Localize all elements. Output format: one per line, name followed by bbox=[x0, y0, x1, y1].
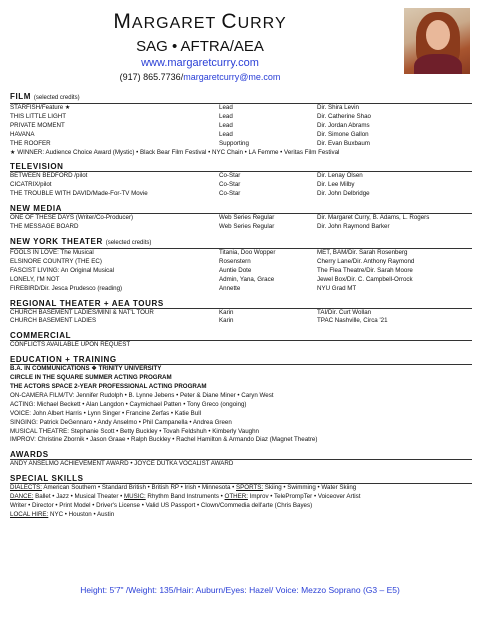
training-label: IMPROV: bbox=[10, 436, 36, 444]
resume-body bbox=[10, 92, 472, 520]
local-hire-label: LOCAL HIRE: bbox=[10, 511, 49, 518]
actors-space-line: THE ACTORS SPACE 2-YEAR PROFESSIONAL ACTING PROGRAM bbox=[10, 383, 207, 391]
section-title: SPECIAL SKILLS bbox=[10, 474, 472, 484]
credit-project: BETWEEN BEDFORD /pilot bbox=[10, 172, 88, 180]
training-line bbox=[10, 436, 472, 445]
credit-row bbox=[10, 131, 472, 140]
credit-director: Dir. John Delbridge bbox=[317, 190, 370, 198]
credit-director: Dir. Evan Buxbaum bbox=[317, 139, 370, 147]
dance-label: DANCE: bbox=[10, 493, 34, 501]
training-label: VOICE: bbox=[10, 409, 31, 417]
credit-row bbox=[10, 258, 472, 267]
credit-row bbox=[10, 122, 472, 131]
credit-row bbox=[10, 113, 472, 122]
film-section bbox=[10, 92, 472, 157]
credit-venue: Jewel Box/Dir. C. Campbell-Orrock bbox=[317, 275, 413, 283]
name-rest: ARGARET bbox=[131, 15, 222, 32]
ny-theater-title: NEW YORK THEATER bbox=[10, 236, 103, 246]
skills-line-local bbox=[10, 511, 472, 520]
dance-text: Ballet • Jazz • Musical Theater • bbox=[33, 493, 125, 501]
dialects-text: American Southern • Standard British • British RP • Irish • Minnesota • bbox=[41, 484, 237, 492]
credit-role: Co-Star bbox=[219, 172, 241, 180]
credit-director: Dir. Catherine Shao bbox=[317, 112, 371, 120]
credit-row bbox=[10, 172, 472, 181]
credit-row bbox=[10, 214, 472, 223]
credit-director: Dir. Lee Milby bbox=[317, 181, 355, 189]
section-title: NEW MEDIA bbox=[10, 204, 472, 214]
local-hire-text: NYC • Houston • Austin bbox=[48, 511, 115, 518]
credit-project: THE MESSAGE BOARD bbox=[10, 223, 79, 231]
music-label: MUSIC: bbox=[124, 493, 146, 501]
credit-venue: The Flea Theatre/Dir. Sarah Moore bbox=[317, 266, 413, 274]
credit-role: Web Series Regular bbox=[219, 214, 275, 222]
credit-venue: MET, BAM/Dir. Sarah Rosenberg bbox=[317, 248, 408, 256]
credit-project: THE TROUBLE WITH DAVID/Made-For-TV Movie bbox=[10, 190, 148, 198]
training-line bbox=[10, 392, 472, 401]
headshot-photo bbox=[404, 8, 470, 74]
physical-stats: Height: 5'7" /Weight: 135/Hair: Auburn/Eyes: Hazel/ Voice: Mezzo Soprano (G3 – E5) bbox=[80, 585, 400, 595]
credit-role: Lead bbox=[219, 121, 233, 129]
skills-line-misc: Writer • Director • Print Model • Driver's License • Valid US Passport • Clown/Commedia dell'arte (Chris Bayes) bbox=[10, 502, 313, 510]
section-title bbox=[10, 92, 472, 104]
credit-row bbox=[10, 267, 472, 276]
credit-director: Dir. Shira Levin bbox=[317, 104, 359, 111]
credit-project: STARFISH/Feature ★ bbox=[10, 104, 71, 111]
credit-project: CHURCH BASEMENT LADIES bbox=[10, 317, 97, 325]
ny-theater-section bbox=[10, 237, 472, 294]
credit-row bbox=[10, 249, 472, 258]
training-label: ON-CAMERA FILM/TV: bbox=[10, 391, 75, 399]
credit-project: FIREBIRD/Dir. Jesca Prudesco (reading) bbox=[10, 284, 123, 292]
credit-role: Lead bbox=[219, 104, 233, 111]
section-title: EDUCATION + TRAINING bbox=[10, 355, 472, 365]
film-title: FILM bbox=[10, 92, 32, 101]
other-label: OTHER: bbox=[224, 493, 248, 501]
credit-director: Dir. Simone Gallon bbox=[317, 130, 369, 138]
credit-project: ELSINORE COUNTRY (THE EC) bbox=[10, 257, 102, 265]
credit-venue: TAI/Dir. Curt Wollan bbox=[317, 308, 372, 316]
contact-line bbox=[0, 72, 400, 82]
credit-director: Dir. Margaret Curry, B. Adams, L. Rogers bbox=[317, 214, 430, 222]
training-teachers: Christine Zbornik • Jason Graae • Ralph Buckley • Rachel Hamilton & Armando Diaz (Magnet Theatre) bbox=[35, 436, 318, 444]
credit-role: Supporting bbox=[219, 139, 249, 147]
training-line bbox=[10, 419, 472, 428]
credit-row bbox=[10, 223, 472, 232]
email-link[interactable]: margaretcurry@me.com bbox=[183, 72, 281, 82]
credit-role: Co-Star bbox=[219, 190, 241, 198]
headshot-face bbox=[426, 20, 450, 50]
credit-role: Titania, Doo Wopper bbox=[219, 248, 276, 256]
credit-project: FASCIST LIVING: An Original Musical bbox=[10, 266, 115, 274]
credit-project: THE ROOFER bbox=[10, 139, 51, 147]
sports-label: SPORTS: bbox=[236, 484, 264, 492]
education-section bbox=[10, 355, 472, 445]
credit-project: PRIVATE MOMENT bbox=[10, 121, 65, 129]
credit-project: FOOLS IN LOVE: The Musical bbox=[10, 248, 94, 256]
name-initial: M bbox=[113, 10, 132, 33]
credit-venue: TPAC Nashville, Circa '21 bbox=[317, 317, 388, 325]
credit-role: Web Series Regular bbox=[219, 223, 275, 231]
training-line bbox=[10, 401, 472, 410]
resume-header bbox=[0, 0, 480, 88]
credit-venue: Cherry Lane/Dir. Anthony Raymond bbox=[317, 257, 415, 265]
skills-line-dialects bbox=[10, 484, 472, 493]
training-label: SINGING: bbox=[10, 418, 38, 426]
credit-director: Dir. Lenay Olsen bbox=[317, 172, 363, 180]
credit-row bbox=[10, 276, 472, 285]
training-line bbox=[10, 428, 472, 437]
credit-row bbox=[10, 190, 472, 199]
degree-line: B.A. IN COMMUNICATIONS ❖ TRINITY UNIVERSITY bbox=[10, 365, 162, 373]
credit-project: LONELY, I'M NOT bbox=[10, 275, 60, 283]
surname-rest: URRY bbox=[237, 15, 287, 32]
credit-venue: NYU Grad MT bbox=[317, 284, 357, 292]
credit-project: THIS LITTLE LIGHT bbox=[10, 112, 67, 120]
union-affiliation: SAG • AFTRA/AEA bbox=[136, 38, 264, 55]
section-title: REGIONAL THEATER + AEA TOURS bbox=[10, 299, 472, 309]
ny-theater-note: (selected credits) bbox=[105, 239, 152, 246]
credit-row bbox=[10, 181, 472, 190]
other-text: Improv • TelePrompTer • Voiceover Artist bbox=[247, 493, 361, 501]
credit-role: Rosenstern bbox=[219, 257, 251, 265]
credit-row bbox=[10, 309, 472, 318]
commercial-section bbox=[10, 331, 472, 350]
section-title: TELEVISION bbox=[10, 162, 472, 172]
awards-text: ANDY ANSELMO ACHIEVEMENT AWARD • JOYCE DUTKA VOCALIST AWARD bbox=[10, 460, 234, 468]
dialects-label: DIALECTS: bbox=[10, 484, 42, 492]
television-section bbox=[10, 162, 472, 199]
circle-line: CIRCLE IN THE SQUARE SUMMER ACTING PROGRAM bbox=[10, 374, 172, 382]
skills-line-dance bbox=[10, 493, 472, 502]
credit-row bbox=[10, 285, 472, 294]
new-media-section bbox=[10, 204, 472, 232]
credit-director: Dir. Jordan Abrams bbox=[317, 121, 370, 129]
training-teachers: Stephanie Scott • Betty Buckley • Tovah Feldshuh • Kimberly Vaughn bbox=[69, 427, 259, 435]
training-teachers: Jennifer Rudolph • B. Lynne Jebens • Peter & Diane Miner • Caryn West bbox=[74, 391, 274, 399]
training-line bbox=[10, 410, 472, 419]
credit-project: CICATRIX/pilot bbox=[10, 181, 52, 189]
section-title bbox=[10, 237, 472, 249]
commercial-text: CONFLICTS AVAILABLE UPON REQUEST bbox=[10, 341, 131, 349]
awards-section bbox=[10, 450, 472, 469]
training-teachers: Michael Beckett • Alan Langdon • Caymichael Patten • Tony Greco (ongoing) bbox=[35, 400, 247, 408]
credit-role: Karin bbox=[219, 308, 234, 316]
credit-role: Co-Star bbox=[219, 181, 241, 189]
section-title: AWARDS bbox=[10, 450, 472, 460]
training-teachers: Patrick DeGennaro • Andy Anselmo • Phil Campanella • Andrea Green bbox=[37, 418, 232, 426]
surname-initial: C bbox=[221, 10, 238, 33]
actor-name bbox=[0, 10, 400, 34]
credit-row bbox=[10, 104, 472, 113]
training-label: MUSICAL THEATRE: bbox=[10, 427, 70, 435]
credit-role: Lead bbox=[219, 130, 233, 138]
phone-number: (917) 865.7736/ bbox=[119, 72, 184, 82]
credit-role: Lead bbox=[219, 112, 233, 120]
training-teachers: John Albert Harris • Lynn Singer • Francine Zerfas • Katie Bull bbox=[30, 409, 201, 417]
skills-section bbox=[10, 474, 472, 520]
website-link[interactable]: www.margaretcurry.com bbox=[141, 57, 259, 69]
credit-row bbox=[10, 140, 472, 149]
credit-role: Annette bbox=[219, 284, 241, 292]
sports-text: Skiing • Swimming • Water Skiing bbox=[263, 484, 357, 492]
credit-row bbox=[10, 317, 472, 326]
credit-role: Karin bbox=[219, 317, 234, 325]
film-note: (selected credits) bbox=[33, 95, 80, 101]
music-text: Rhythm Band Instruments • bbox=[145, 493, 225, 501]
credit-project: HAVANA bbox=[10, 130, 35, 138]
credit-role: Auntie Dote bbox=[219, 266, 252, 274]
credit-director: Dir. John Raymond Barker bbox=[317, 223, 390, 231]
credit-project: CHURCH BASEMENT LADIES/MINI & NAT'L TOUR bbox=[10, 308, 154, 316]
credit-role: Admin, Yana, Grace bbox=[219, 275, 275, 283]
credit-project: ONE OF THESE DAYS (Writer/Co-Producer) bbox=[10, 214, 134, 222]
section-title: COMMERCIAL bbox=[10, 331, 472, 341]
headshot-body bbox=[414, 54, 462, 74]
training-label: ACTING: bbox=[10, 400, 36, 408]
regional-section bbox=[10, 299, 472, 327]
film-award-note: ★ WINNER: Audience Choice Award (Mystic) • Black Bear Film Festival • NYC Chain • LA Femme • Veritas Film Festival bbox=[10, 148, 340, 156]
